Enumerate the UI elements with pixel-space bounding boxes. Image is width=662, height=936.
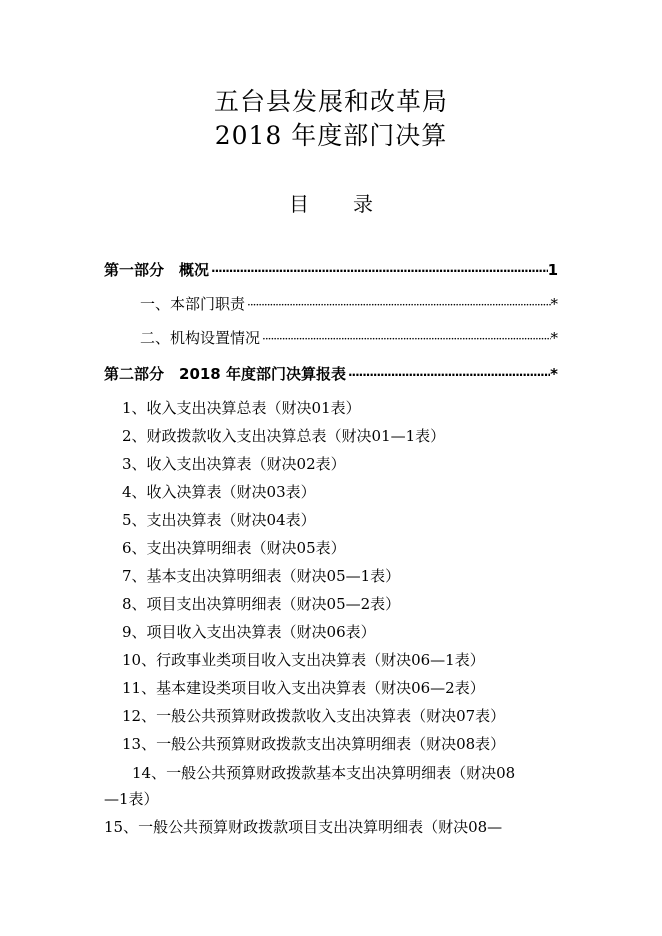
toc-table-item-11[interactable]: 11、基本建设类项目收入支出决算表（财决06—2表） bbox=[122, 679, 485, 697]
toc-heading bbox=[0, 188, 662, 217]
toc-entry-page: * bbox=[550, 365, 558, 383]
toc-table-item-6[interactable]: 6、支出决算明细表（财决05表） bbox=[122, 539, 346, 557]
toc-table-item-5[interactable]: 5、支出决算表（财决04表） bbox=[122, 511, 316, 529]
toc-entry-label: 第二部分 2018 年度部门决算报表 bbox=[104, 365, 346, 383]
toc-table-item-4[interactable]: 4、收入决算表（财决03表） bbox=[122, 483, 316, 501]
toc-table-item-8[interactable]: 8、项目支出决算明细表（财决05—2表） bbox=[122, 595, 401, 613]
toc-entry-page: * bbox=[550, 295, 558, 313]
toc-entry-page: * bbox=[550, 329, 558, 347]
toc-entry-part-2[interactable] bbox=[104, 362, 558, 386]
toc-table-item-14-continued[interactable]: —1表） bbox=[104, 790, 159, 808]
toc-table-item-3[interactable]: 3、收入支出决算表（财决02表） bbox=[122, 455, 346, 473]
toc-table-item-15[interactable]: 15、一般公共预算财政拨款项目支出决算明细表（财决08— bbox=[104, 818, 503, 836]
toc-leader-dots bbox=[209, 259, 548, 283]
toc-heading-char-2: 录 bbox=[353, 192, 373, 216]
toc-table-item-14[interactable]: 14、一般公共预算财政拨款基本支出决算明细表（财决08 bbox=[132, 764, 516, 782]
toc-entry-page: 1 bbox=[547, 261, 558, 279]
toc-leader-dots bbox=[260, 327, 550, 351]
toc-table-item-7[interactable]: 7、基本支出决算明细表（财决05—1表） bbox=[122, 567, 401, 585]
toc-entry-part-1[interactable] bbox=[104, 258, 558, 282]
toc-leader-dots bbox=[245, 293, 550, 317]
toc-entry-organization[interactable] bbox=[140, 326, 558, 350]
document-title: 五台县发展和改革局 bbox=[213, 87, 448, 116]
toc-entry-duties[interactable] bbox=[140, 292, 558, 316]
toc-entry-label: 第一部分 概况 bbox=[104, 261, 210, 279]
toc-table-item-2[interactable]: 2、财政拨款收入支出决算总表（财决01—1表） bbox=[122, 427, 446, 445]
toc-table-item-1[interactable]: 1、收入支出决算总表（财决01表） bbox=[122, 399, 361, 417]
toc-table-item-12[interactable]: 12、一般公共预算财政拨款收入支出决算表（财决07表） bbox=[122, 707, 506, 725]
toc-entry-label: 一、本部门职责 bbox=[140, 295, 246, 313]
toc-heading-char-1: 目 bbox=[289, 192, 309, 216]
toc-table-item-10[interactable]: 10、行政事业类项目收入支出决算表（财决06—1表） bbox=[122, 651, 485, 669]
toc-table-item-13[interactable]: 13、一般公共预算财政拨款支出决算明细表（财决08表） bbox=[122, 735, 506, 753]
toc-entry-label: 二、机构设置情况 bbox=[140, 329, 261, 347]
document-subtitle: 2018 年度部门决算 bbox=[214, 121, 448, 150]
toc-leader-dots bbox=[346, 363, 550, 387]
toc-table-item-9[interactable]: 9、项目收入支出决算表（财决06表） bbox=[122, 623, 376, 641]
